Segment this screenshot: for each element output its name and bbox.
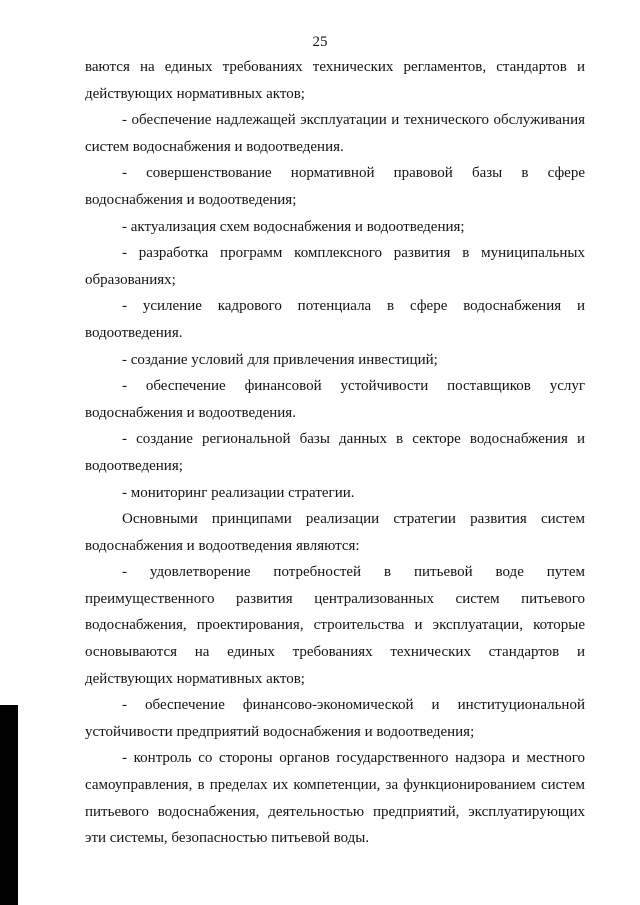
list-item-investments: - создание условий для привлечения инвестиций; (122, 351, 438, 368)
principle-drinking-water: - удовлетворение потребностей в питьевой воде путем преимущественного развития централизованных систем питьевого водоснабжения, проектирования, строительства и эксплуатации, которые основываются на единых требованиях технических стандартов и действующих нормативных актов; (85, 564, 585, 687)
list-item-legal-base: - совершенствование нормативной правовой базы в сфере водоснабжения и водоотведения; (85, 165, 585, 208)
list-item-financial-stability: - обеспечение финансовой устойчивости поставщиков услуг водоснабжения и водоотведения. (85, 378, 585, 421)
list-item-schemes-update: - актуализация схем водоснабжения и водоотведения; (122, 218, 465, 235)
principle-sustainability: - обеспечение финансово-экономической и институциональной устойчивости предприятий водоснабжения и водоотведения; (85, 697, 585, 740)
scan-edge-shadow (0, 705, 18, 905)
list-item-personnel: - усиление кадрового потенциала в сфере водоснабжения и водоотведения. (85, 298, 585, 341)
list-item-development-programs: - разработка программ комплексного развития в муниципальных образованиях; (85, 245, 585, 288)
document-body (85, 54, 585, 852)
principle-control: - контроль со стороны органов государственного надзора и местного самоуправления, в пределах их компетенции, за функционированием систем питьевого водоснабжения, деятельностью предприятий, эксплуатирующих эти системы, безопасностью питьевой воды. (85, 750, 585, 847)
page-number: 25 (312, 34, 328, 50)
list-item-regional-database: - создание региональной базы данных в секторе водоснабжения и водоотведения; (85, 431, 585, 474)
paragraph-continuation: ваются на единых требованиях технических регламентов, стандартов и действующих нормативных актов; (85, 59, 585, 102)
list-item-monitoring: - мониторинг реализации стратегии. (122, 484, 355, 501)
principles-intro: Основными принципами реализации стратегии развития систем водоснабжения и водоотведения являются: (85, 511, 585, 554)
list-item-maintenance: - обеспечение надлежащей эксплуатации и технического обслуживания систем водоснабжения и водоотведения. (85, 112, 585, 155)
